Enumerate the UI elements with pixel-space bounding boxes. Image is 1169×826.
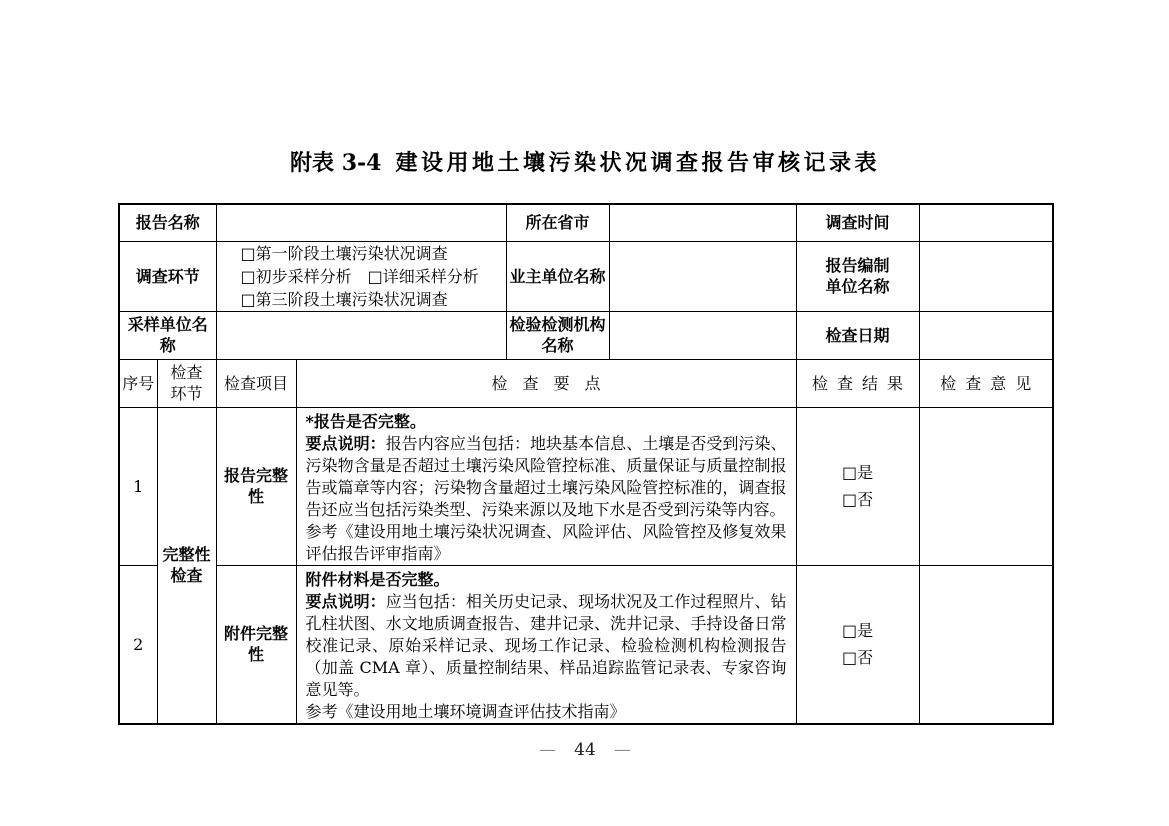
info-row-sampling-unit xyxy=(119,311,1053,359)
testing-org-label: 检验检测机构 名称 xyxy=(506,311,609,359)
page-number: 44 xyxy=(574,740,596,760)
item-2-question: 附件材料是否完整。 xyxy=(305,569,450,589)
item-1-note-label: 要点说明： xyxy=(305,433,386,453)
item-1-seq: 1 xyxy=(119,407,157,565)
checklist-row-2 xyxy=(119,565,1053,724)
header-result: 检查结果 xyxy=(796,359,919,407)
owner-unit-value xyxy=(609,241,796,311)
item-1-note-body: 报告内容应当包括：地块基本信息、土壤是否受到污染、污染物含量是否超过土壤污染风险管控标准、质量保证与质量控制报告或篇章等内容；污染物含量超过土壤污染风险管控标准的，调查报告还应当包括污染类型、污染来源以及地下水是否受到污染等内容。 xyxy=(305,433,787,519)
title-main: 建设用地土壤污染状况调查报告审核记录表 xyxy=(395,150,880,176)
item-1-project-label: 报告完整性 xyxy=(216,407,296,565)
checklist-header-row xyxy=(119,359,1053,407)
no-checkbox: □否 xyxy=(841,490,874,509)
item-2-project-label: 附件完整性 xyxy=(216,565,296,724)
header-points: 检查要点 xyxy=(296,359,796,407)
item-1-reference: 参考《建设用地土壤污染状况调查、风险评估、风险管控及修复效果评估报告评审指南》 xyxy=(305,521,787,563)
testing-org-value xyxy=(609,311,796,359)
info-row-report-name xyxy=(119,204,1053,241)
header-project: 检查项目 xyxy=(216,359,296,407)
item-2-reference: 参考《建设用地土壤环境调查评估技术指南》 xyxy=(305,701,626,721)
sampling-unit-label: 采样单位名称 xyxy=(119,311,216,359)
yes-checkbox: □是 xyxy=(841,621,874,640)
review-record-table xyxy=(118,203,1054,725)
owner-unit-label: 业主单位名称 xyxy=(506,241,609,311)
report-name-label: 报告名称 xyxy=(119,204,216,241)
no-checkbox: □否 xyxy=(841,648,874,667)
item-2-note-body: 应当包括：相关历史记录、现场状况及工作过程照片、钻孔柱状图、水文地质调查报告、建井记录、洗井记录、手持设备日常校准记录、原始采样记录、现场工作记录、检验检测机构检测报告（加盖 CMA 章）、质量控制结果、样品追踪监管记录表、专家咨询意见等。 xyxy=(305,591,787,699)
check-date-label: 检查日期 xyxy=(796,311,919,359)
check-date-value xyxy=(919,311,1053,359)
sampling-unit-value xyxy=(216,311,506,359)
stage-group-label: 完整性 检查 xyxy=(157,407,216,724)
stage-option-line-2: □初步采样分析 □详细采样分析 xyxy=(240,266,479,286)
header-stage: 检查 环节 xyxy=(157,359,216,407)
survey-stage-options xyxy=(216,241,506,311)
item-1-opinion-value xyxy=(919,407,1053,565)
stage-option-line-3: □第三阶段土壤污染状况调查 xyxy=(240,289,448,309)
report-name-value xyxy=(216,204,506,241)
survey-time-value xyxy=(919,204,1053,241)
stage-option-line-1: □第一阶段土壤污染状况调查 xyxy=(240,243,448,263)
checklist-row-1 xyxy=(119,407,1053,565)
page-footer xyxy=(118,740,1052,760)
footer-dash-left: — xyxy=(539,740,557,760)
item-2-result-cell xyxy=(796,565,919,724)
item-2-opinion-value xyxy=(919,565,1053,724)
header-seq: 序号 xyxy=(119,359,157,407)
report-unit-label: 报告编制 单位名称 xyxy=(796,241,919,311)
item-1-question: *报告是否完整。 xyxy=(305,411,426,431)
item-1-result-cell xyxy=(796,407,919,565)
item-2-seq: 2 xyxy=(119,565,157,724)
item-2-note-label: 要点说明： xyxy=(305,591,386,611)
item-2-points xyxy=(296,565,796,724)
report-unit-value xyxy=(919,241,1053,311)
province-label: 所在省市 xyxy=(506,204,609,241)
province-value xyxy=(609,204,796,241)
title-prefix: 附表 3-4 xyxy=(290,150,382,176)
page-title xyxy=(118,146,1052,180)
footer-dash-right: — xyxy=(613,740,631,760)
header-opinion: 检查意见 xyxy=(919,359,1053,407)
yes-checkbox: □是 xyxy=(841,463,874,482)
survey-stage-label: 调查环节 xyxy=(119,241,216,311)
info-row-survey-stage xyxy=(119,241,1053,311)
item-1-points xyxy=(296,407,796,565)
survey-time-label: 调查时间 xyxy=(796,204,919,241)
